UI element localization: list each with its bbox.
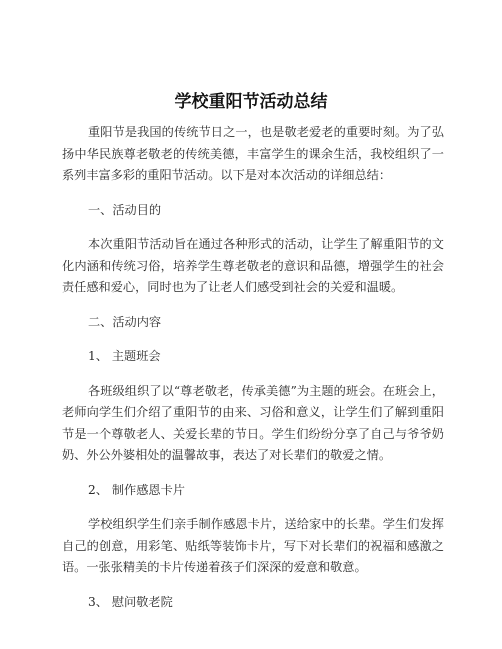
section-heading-purpose: 一、活动目的 <box>88 202 162 217</box>
document-title: 学校重阳节活动总结 <box>174 92 328 112</box>
class-meeting-paragraph: 各班级组织了以“尊老敬老，传承美德”为主题的班会。在班会上，老师向学生们介绍了重阳节的由来、习俗和意义，让学生们了解到重阳节是一个尊敬老人、关爱长辈的节日。学生们纷纷分享了自己与爷爷奶奶、外公外婆相处的温馨故事，表达了对长辈们的敬爱之情。 <box>62 383 444 462</box>
cards-paragraph: 学校组织学生们亲手制作感恩卡片，送给家中的长辈。学生们发挥自己的创意，用彩笔、贴纸等装饰卡片，写下对长辈们的祝福和感激之语。一张张精美的卡片传递着孩子们深深的爱意和敬意。 <box>62 517 444 574</box>
section-heading-content: 二、活动内容 <box>88 314 162 329</box>
item-heading-nursing-home: 3、 慰问敬老院 <box>88 594 173 609</box>
intro-paragraph: 重阳节是我国的传统节日之一，也是敬老爱老的重要时刻。为了弘扬中华民族尊老敬老的传统美德，丰富学生的课余生活，我校组织了一系列丰富多彩的重阳节活动。以下是对本次活动的详细总结： <box>62 125 444 182</box>
item-heading-class-meeting: 1、 主题班会 <box>88 349 161 363</box>
purpose-paragraph: 本次重阳节活动旨在通过各种形式的活动，让学生了解重阳节的文化内涵和传统习俗，培养学生尊老敬老的意识和品德，增强学生的社会责任感和爱心，同时也为了让老人们感受到社会的关爱和温暖。 <box>62 237 444 294</box>
document-body <box>62 122 444 613</box>
item-heading-cards: 2、 制作感恩卡片 <box>88 482 185 497</box>
